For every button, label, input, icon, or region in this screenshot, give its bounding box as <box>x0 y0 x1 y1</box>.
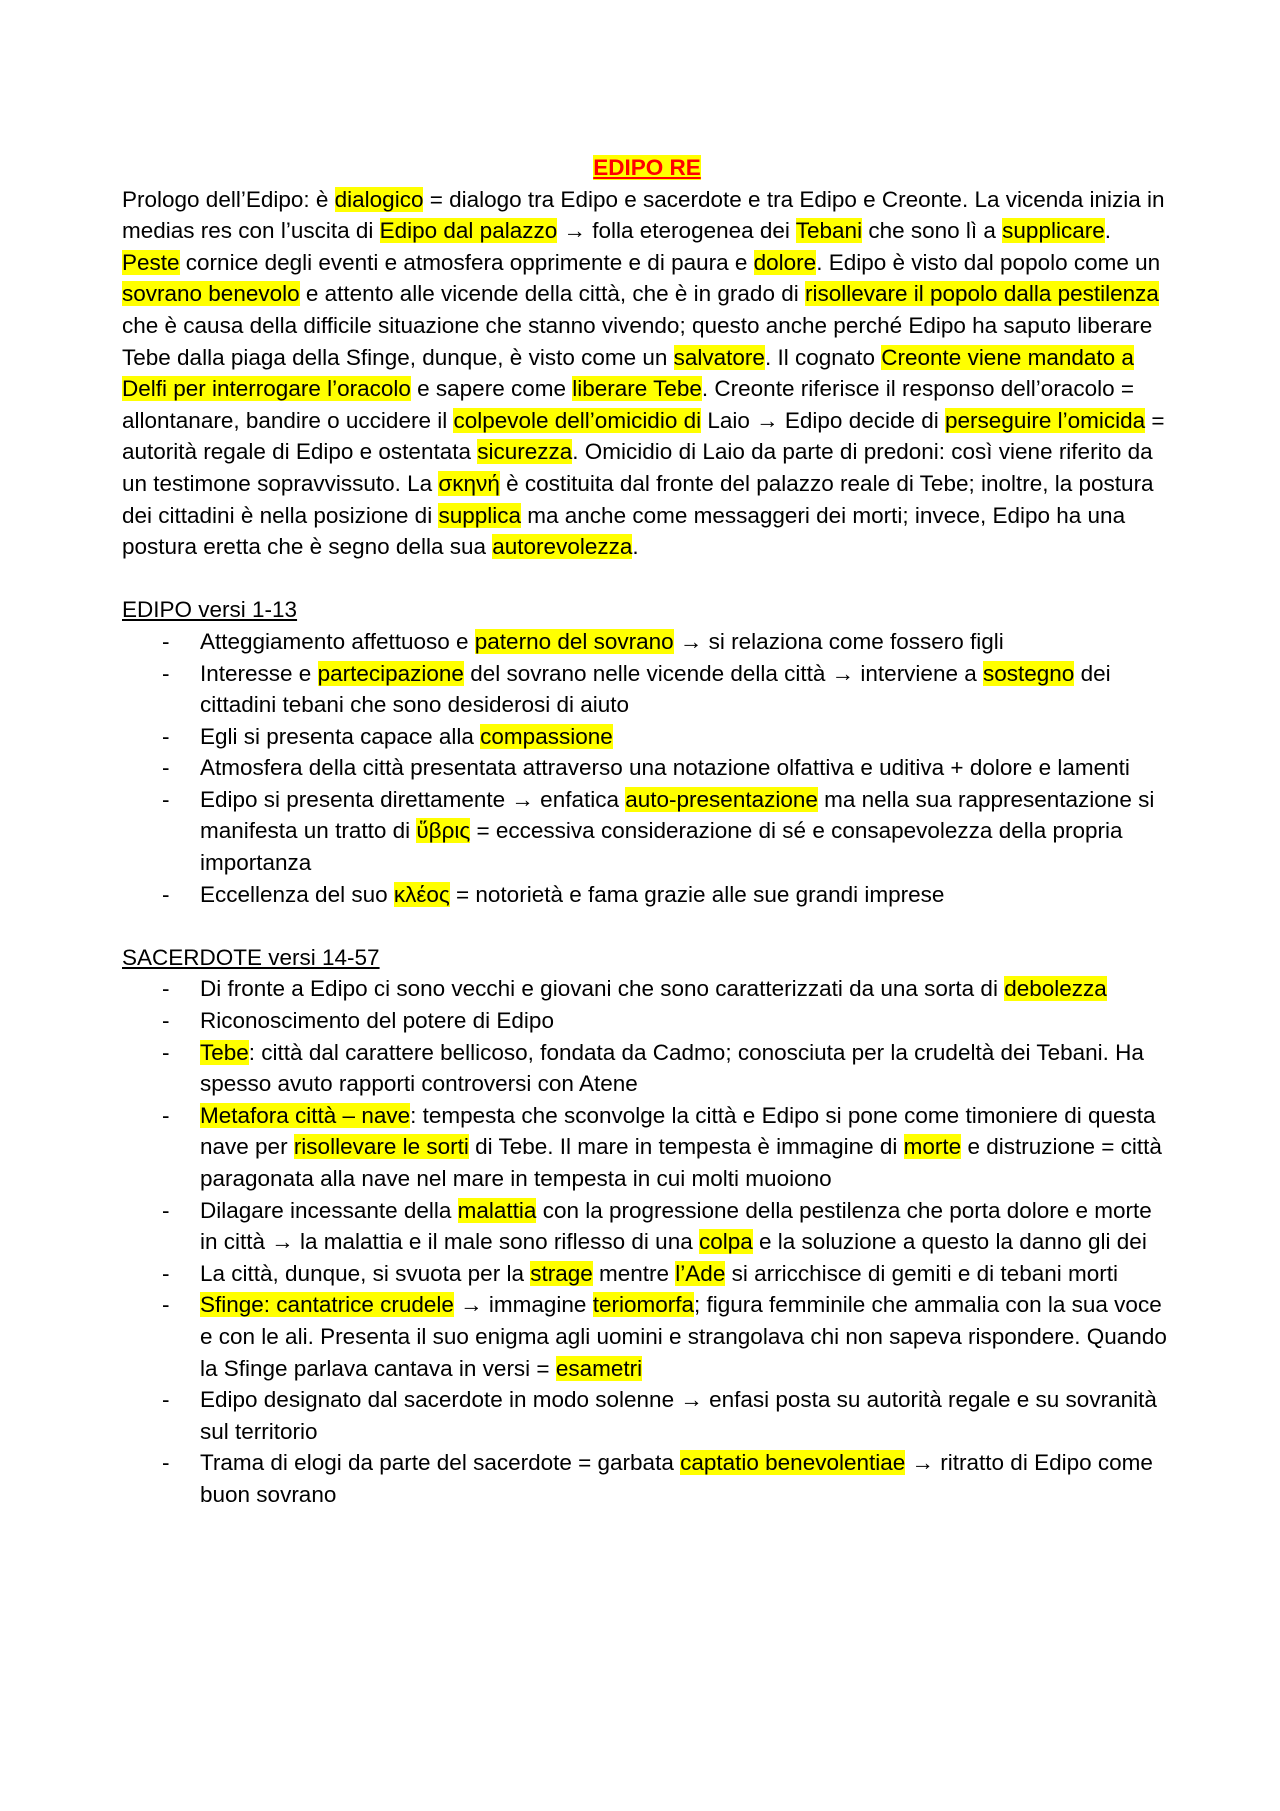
highlighted-term: Peste <box>122 249 180 275</box>
text-run: Atteggiamento affettuoso e <box>200 628 475 654</box>
list-item <box>122 1384 1172 1447</box>
highlighted-term: sicurezza <box>477 439 573 465</box>
bullet-dash-icon: - <box>162 1008 170 1034</box>
sections-container <box>122 594 1172 1510</box>
text-run: → immagine <box>453 1292 593 1318</box>
bullet-dash-icon: - <box>162 1197 170 1223</box>
highlighted-term: σκηνή <box>438 470 500 496</box>
bullet-dash-icon: - <box>162 786 170 812</box>
section-heading: SACERDOTE versi 14-57 <box>122 944 380 970</box>
text-run: Edipo si presenta direttamente → enfatica <box>200 786 626 812</box>
highlighted-term: paterno del sovrano <box>474 628 674 654</box>
text-run: Egli si presenta capace alla <box>200 723 481 749</box>
section-heading: EDIPO versi 1-13 <box>122 597 298 623</box>
text-run: . Omicidio di Laio da parte di predoni: così viene riferito da un testimone sopravvissuto. La <box>122 439 1153 496</box>
highlighted-term: sovrano benevolo <box>122 281 300 307</box>
text-run: Laio → Edipo decide di <box>701 407 946 433</box>
text-run: La città, dunque, si svuota per la <box>200 1260 531 1286</box>
highlighted-term: colpa <box>698 1229 753 1255</box>
bullet-dash-icon: - <box>162 1450 170 1476</box>
highlighted-term: risollevare le sorti <box>293 1134 469 1160</box>
text-run: . <box>1104 218 1111 244</box>
highlighted-term: Creonte viene mandato a Delfi per interrogare l’oracolo <box>122 344 1134 402</box>
text-run: che è causa della difficile situazione che stanno vivendo; questo anche perché Edipo ha saputo liberare Tebe dalla piaga della Sfinge, dunque, è visto come un <box>122 312 1153 370</box>
notes-section <box>122 942 1172 1511</box>
highlighted-term: Sfinge: cantatrice crudele <box>200 1292 454 1318</box>
list-item <box>122 721 1172 753</box>
notes-section <box>122 594 1172 910</box>
highlighted-term: dolore <box>753 249 817 275</box>
document-title-text: EDIPO RE <box>593 155 701 180</box>
bullet-dash-icon: - <box>162 1260 170 1286</box>
bullet-dash-icon: - <box>162 1292 170 1318</box>
text-run: e distruzione = città paragonata alla nave nel mare in tempesta in cui molti muoiono <box>200 1134 1162 1191</box>
highlighted-term: strage <box>530 1260 593 1286</box>
bullet-dash-icon: - <box>162 628 170 654</box>
highlighted-term: l’Ade <box>675 1260 726 1286</box>
text-run: di Tebe. Il mare in tempesta è immagine di <box>468 1134 904 1160</box>
highlighted-term: ὕβρις <box>416 818 471 844</box>
highlighted-term: Tebani <box>795 218 863 244</box>
text-run: = notorietà e fama grazie alle sue grandi imprese <box>449 881 945 907</box>
highlighted-term: Tebe <box>200 1039 249 1065</box>
list-item <box>122 1258 1172 1290</box>
list-item <box>122 1447 1172 1510</box>
text-run: : tempesta che sconvolge la città e Edipo si pone come timoniere di questa nave per <box>200 1102 1156 1160</box>
text-run: Trama di elogi da parte del sacerdote = garbata <box>200 1450 681 1476</box>
highlighted-term: liberare Tebe <box>572 376 702 402</box>
text-run: = dialogo tra Edipo e sacerdote e tra Edipo e Creonte. La vicenda inizia in medias res con l’uscita di <box>122 186 1165 244</box>
highlighted-term: dialogico <box>334 186 424 212</box>
text-run: = autorità regale di Edipo e ostentata <box>122 407 1165 465</box>
text-run: mentre <box>592 1260 676 1286</box>
text-run: e attento alle vicende della città, che è in grado di <box>299 281 805 307</box>
text-run: e la soluzione a questo la danno gli dei <box>752 1229 1147 1255</box>
list-item <box>122 1037 1172 1100</box>
highlighted-term: autorevolezza <box>492 534 633 560</box>
text-run: → ritratto di Edipo come buon sovrano <box>200 1450 1153 1507</box>
highlighted-term: esametri <box>555 1355 643 1381</box>
highlighted-term: malattia <box>457 1197 537 1223</box>
text-run: Riconoscimento del potere di Edipo <box>200 1008 554 1034</box>
highlighted-term: captatio benevolentiae <box>680 1450 906 1476</box>
bullet-dash-icon: - <box>162 1102 170 1128</box>
text-run: . Creonte riferisce il responso dell’oracolo = allontanare, bandire o uccidere il <box>122 376 1134 433</box>
highlighted-term: perseguire l’omicida <box>945 407 1146 433</box>
text-run: Di fronte a Edipo ci sono vecchi e giovani che sono caratterizzati da una sorta di <box>200 976 1005 1002</box>
highlighted-term: κλέος <box>393 881 450 907</box>
list-item <box>122 752 1172 784</box>
highlighted-term: Metafora città – nave <box>200 1102 411 1128</box>
document-title <box>122 152 1172 184</box>
bullet-dash-icon: - <box>162 976 170 1002</box>
highlighted-term: teriomorfa <box>592 1292 694 1318</box>
highlighted-term: supplica <box>438 502 522 528</box>
highlighted-term: risollevare il popolo dalla pestilenza <box>804 281 1159 307</box>
text-run: ma anche come messaggeri dei morti; invece, Edipo ha una postura eretta che è segno della sua <box>122 502 1126 560</box>
list-item <box>122 879 1172 911</box>
text-run: è costituita dal fronte del palazzo reale di Tebe; inoltre, la postura dei cittadini è nella posizione di <box>122 470 1154 528</box>
text-run: e sapere come <box>410 376 573 402</box>
text-run: con la progressione della pestilenza che porta dolore e morte in città → la malattia e il male sono riflesso di una <box>200 1197 1152 1255</box>
text-run: del sovrano nelle vicende della città → interviene a <box>463 660 983 686</box>
highlighted-term: auto-presentazione <box>625 786 818 812</box>
text-run: Prologo dell’Edipo: è <box>122 186 335 212</box>
bullet-list <box>122 973 1172 1510</box>
highlighted-term: salvatore <box>673 344 765 370</box>
list-item <box>122 626 1172 658</box>
text-run: → si relaziona come fossero figli <box>673 628 1004 654</box>
text-run: si arricchisce di gemiti e di tebani morti <box>725 1260 1118 1286</box>
text-run: ma nella sua rappresentazione si manifesta un tratto di <box>200 786 1155 844</box>
list-item <box>122 1100 1172 1195</box>
text-run: . Edipo è visto dal popolo come un <box>816 249 1161 275</box>
document-page <box>122 152 1172 1511</box>
text-run: che sono lì a <box>862 218 1003 244</box>
text-run: . <box>632 534 639 560</box>
highlighted-term: compassione <box>480 723 613 749</box>
bullet-dash-icon: - <box>162 755 170 781</box>
list-item <box>122 784 1172 879</box>
highlighted-term: morte <box>903 1134 962 1160</box>
bullet-dash-icon: - <box>162 660 170 686</box>
intro-paragraph <box>122 184 1172 563</box>
bullet-list <box>122 626 1172 910</box>
highlighted-term: colpevole dell’omicidio di <box>453 407 702 433</box>
list-item <box>122 1195 1172 1258</box>
bullet-dash-icon: - <box>162 881 170 907</box>
text-run: ; figura femminile che ammalia con la sua voce e con le ali. Presenta il suo enigma agli uomini e strangolava chi non sapeva rispondere. Quando la Sfinge parlava cantava in versi = <box>200 1292 1167 1381</box>
highlighted-term: supplicare <box>1002 218 1105 244</box>
text-run: Atmosfera della città presentata attraverso una notazione olfattiva e uditiva + dolore e lamenti <box>200 755 1130 781</box>
bullet-dash-icon: - <box>162 723 170 749</box>
bullet-dash-icon: - <box>162 1039 170 1065</box>
text-run: Eccellenza del suo <box>200 881 394 907</box>
text-run: = eccessiva considerazione di sé e consapevolezza della propria importanza <box>200 818 1123 876</box>
list-item <box>122 1289 1172 1384</box>
text-run: cornice degli eventi e atmosfera opprimente e di paura e <box>179 249 754 275</box>
text-run: dei cittadini tebani che sono desiderosi di aiuto <box>200 660 1111 718</box>
highlighted-term: debolezza <box>1004 976 1107 1002</box>
text-run: Interesse e <box>200 660 318 686</box>
highlighted-term: Edipo dal palazzo <box>379 218 558 244</box>
text-run: Dilagare incessante della <box>200 1197 458 1223</box>
text-run: : città dal carattere bellicoso, fondata da Cadmo; conosciuta per la crudeltà dei Tebani. Ha spesso avuto rapporti controversi con Atene <box>200 1039 1144 1097</box>
text-run: → folla eterogenea dei <box>557 218 796 244</box>
text-run: . Il cognato <box>764 344 882 370</box>
list-item <box>122 1005 1172 1037</box>
text-run: Edipo designato dal sacerdote in modo solenne → enfasi posta su autorità regale e su sovranità sul territorio <box>200 1387 1157 1444</box>
list-item <box>122 973 1172 1005</box>
list-item <box>122 658 1172 721</box>
bullet-dash-icon: - <box>162 1387 170 1413</box>
highlighted-term: sostegno <box>983 660 1075 686</box>
highlighted-term: partecipazione <box>317 660 464 686</box>
